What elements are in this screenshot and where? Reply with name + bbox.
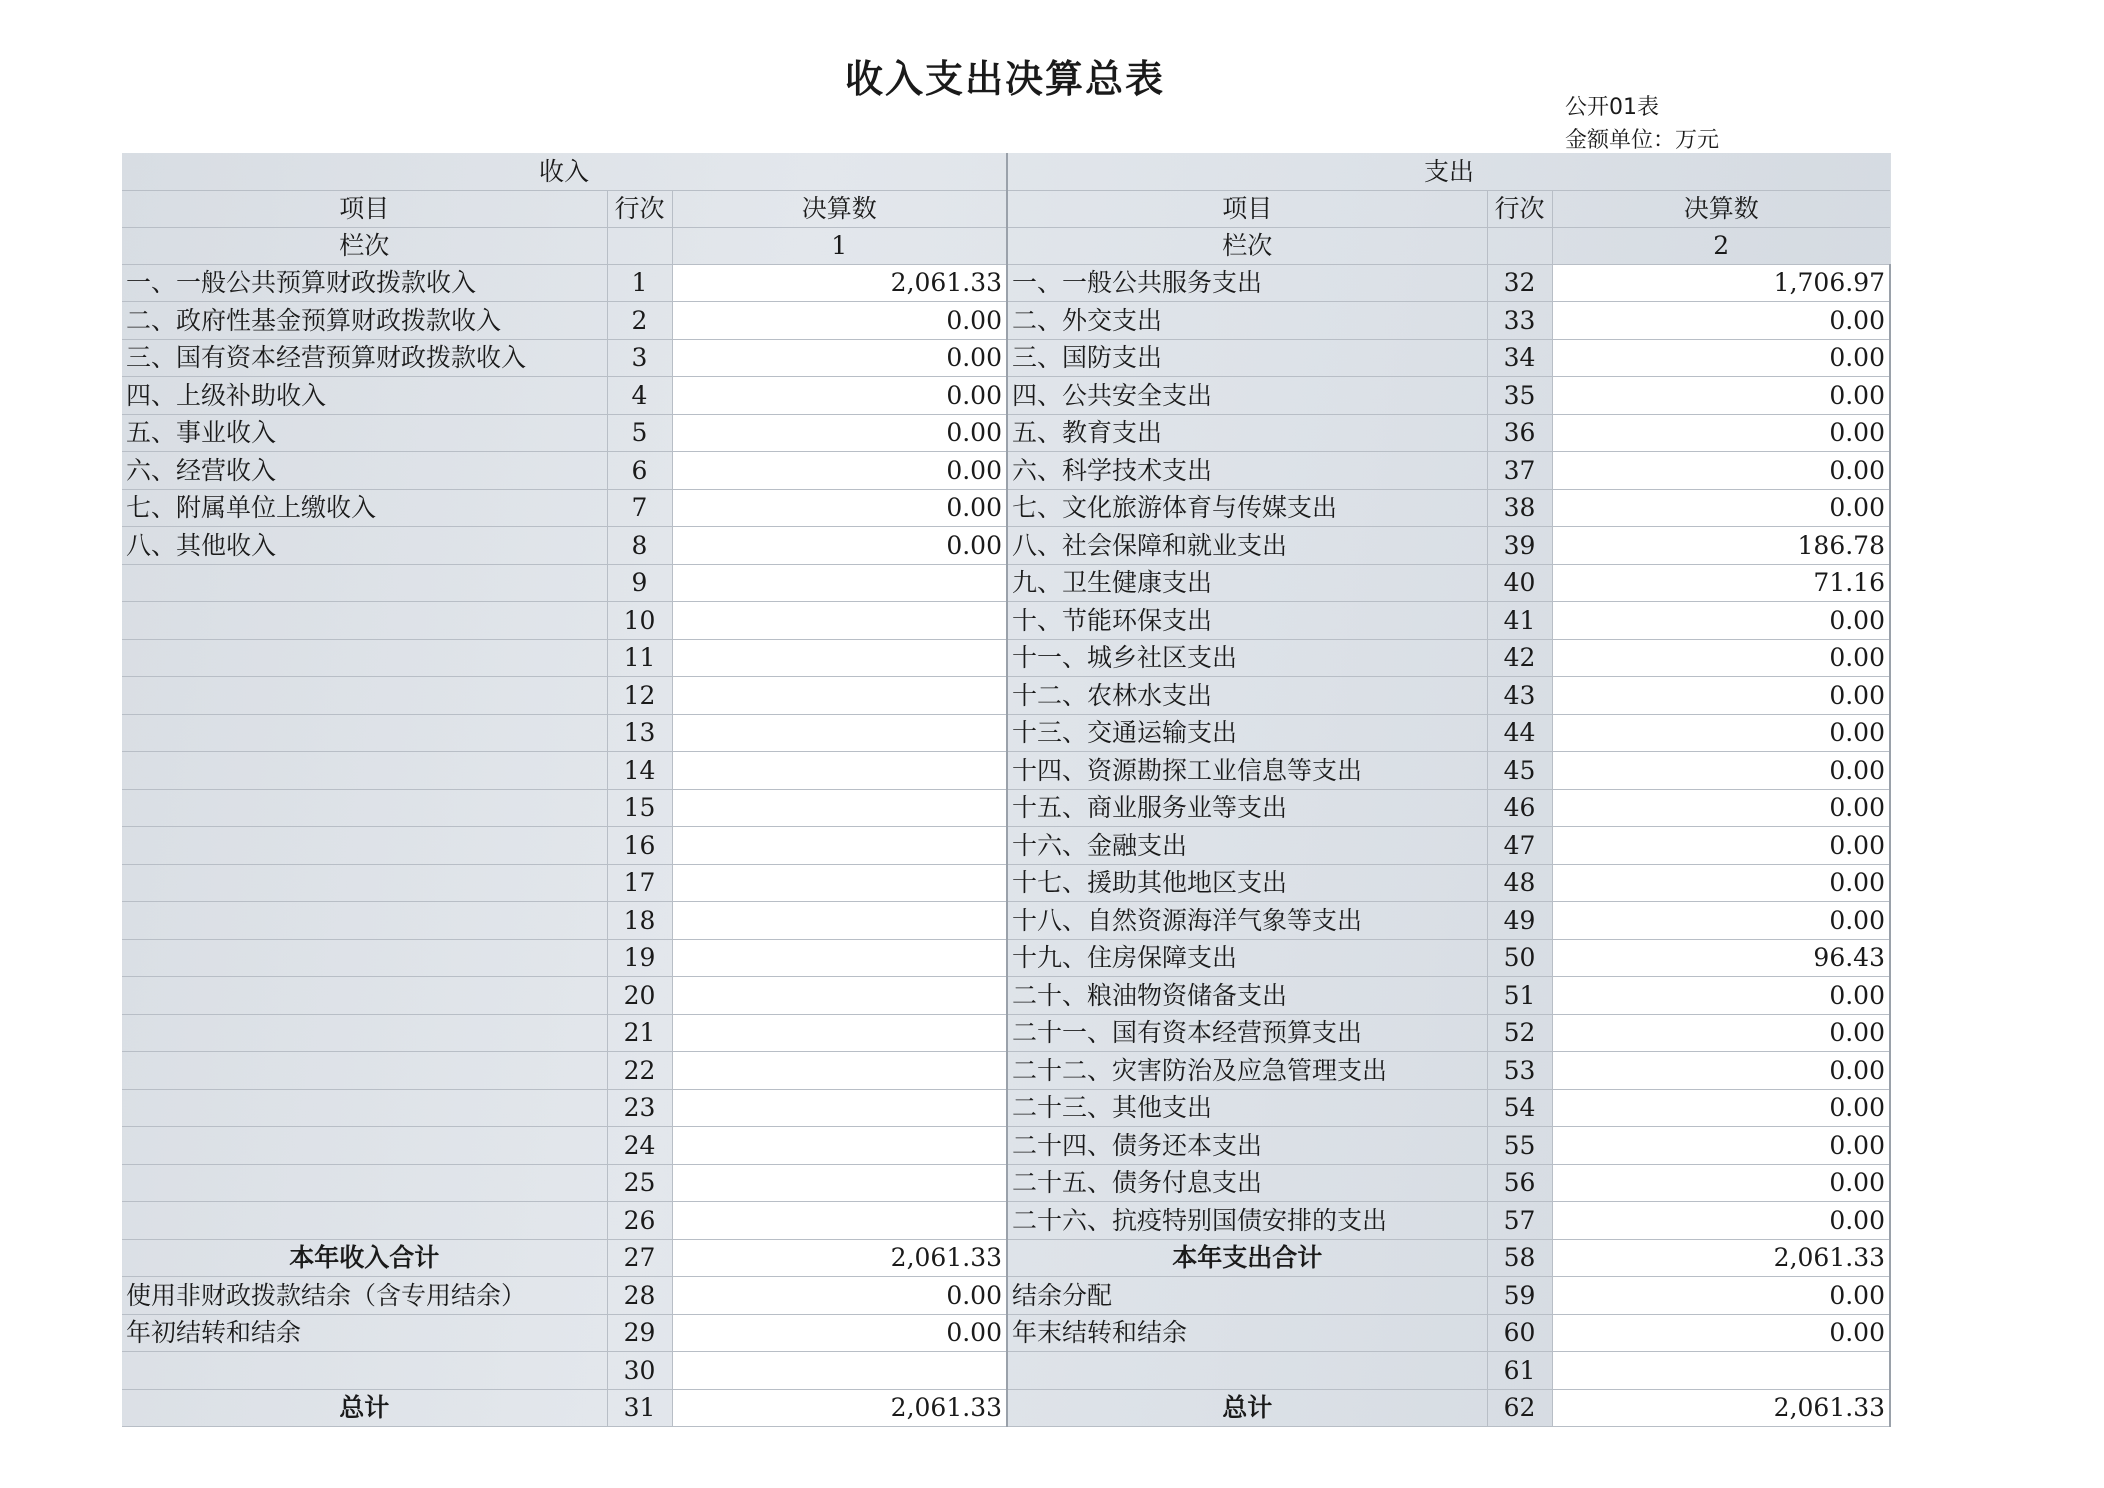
- expense-item-label: 二十四、债务还本支出: [1007, 1127, 1487, 1165]
- table-row: [122, 977, 1890, 1015]
- expense-line-number: 52: [1487, 1014, 1552, 1052]
- income-amount: 0.00: [672, 452, 1007, 490]
- expense-line-number: 54: [1487, 1089, 1552, 1127]
- income-amount: [672, 1164, 1007, 1202]
- expense-line-number: 62: [1487, 1389, 1552, 1427]
- income-amount: 0.00: [672, 414, 1007, 452]
- expense-amount: 0.00: [1552, 1014, 1890, 1052]
- income-line-number: 6: [607, 452, 672, 490]
- expense-item-label: 二十二、灾害防治及应急管理支出: [1007, 1052, 1487, 1090]
- income-amount: 2,061.33: [672, 264, 1007, 302]
- expense-amount: 2,061.33: [1552, 1389, 1890, 1427]
- income-item-label: 三、国有资本经营预算财政拨款收入: [122, 339, 607, 377]
- income-line-number: 8: [607, 527, 672, 565]
- income-line-number: 25: [607, 1164, 672, 1202]
- expense-item-label: 十八、自然资源海洋气象等支出: [1007, 902, 1487, 940]
- income-item-label: [122, 1202, 607, 1240]
- expense-item-label: 十、节能环保支出: [1007, 602, 1487, 640]
- income-item-label: [122, 827, 607, 865]
- income-amount: 2,061.33: [672, 1389, 1007, 1427]
- income-item-label: [122, 864, 607, 902]
- table-row: [122, 339, 1890, 377]
- income-amount: [672, 1127, 1007, 1165]
- table-row: [122, 789, 1890, 827]
- income-amount: [672, 1052, 1007, 1090]
- table-row: [122, 489, 1890, 527]
- expense-item-label: 本年支出合计: [1007, 1239, 1487, 1277]
- expense-amount: 0.00: [1552, 1127, 1890, 1165]
- income-item-label: 二、政府性基金预算财政拨款收入: [122, 302, 607, 340]
- expense-amount: 0.00: [1552, 977, 1890, 1015]
- table-row: [122, 1014, 1890, 1052]
- income-line-number: 27: [607, 1239, 672, 1277]
- income-amount: [672, 939, 1007, 977]
- expense-amount: 0.00: [1552, 602, 1890, 640]
- expense-line-number: 42: [1487, 639, 1552, 677]
- income-amount: 2,061.33: [672, 1239, 1007, 1277]
- expense-amount: 0.00: [1552, 1277, 1890, 1315]
- income-line-number: 4: [607, 377, 672, 415]
- income-line-number: 19: [607, 939, 672, 977]
- income-amount: [672, 1089, 1007, 1127]
- income-amount: [672, 1352, 1007, 1390]
- income-line-number: 1: [607, 264, 672, 302]
- income-amount: [672, 902, 1007, 940]
- expense-line-number: 53: [1487, 1052, 1552, 1090]
- income-amount: 0.00: [672, 377, 1007, 415]
- expense-line-blank: [1487, 227, 1552, 264]
- expense-amount: 0.00: [1552, 452, 1890, 490]
- expense-amount: 96.43: [1552, 939, 1890, 977]
- income-line-number: 29: [607, 1314, 672, 1352]
- table-row: [122, 264, 1890, 302]
- expense-item-label: 八、社会保障和就业支出: [1007, 527, 1487, 565]
- expense-item-label: 一、一般公共服务支出: [1007, 264, 1487, 302]
- income-item-label: [122, 902, 607, 940]
- expense-item-label: 四、公共安全支出: [1007, 377, 1487, 415]
- expense-amount: 0.00: [1552, 752, 1890, 790]
- expense-line-number: 44: [1487, 714, 1552, 752]
- expense-amount: 0.00: [1552, 414, 1890, 452]
- expense-item-label: 二十一、国有资本经营预算支出: [1007, 1014, 1487, 1052]
- income-amount: [672, 714, 1007, 752]
- income-line-number: 17: [607, 864, 672, 902]
- table-row: [122, 1352, 1890, 1390]
- income-item-label: [122, 714, 607, 752]
- income-item-label: [122, 602, 607, 640]
- expense-line-number: 40: [1487, 564, 1552, 602]
- expense-line-number: 49: [1487, 902, 1552, 940]
- income-amount: 0.00: [672, 1314, 1007, 1352]
- expense-item-label: 二十、粮油物资储备支出: [1007, 977, 1487, 1015]
- expense-line-number: 48: [1487, 864, 1552, 902]
- income-line-number: 9: [607, 564, 672, 602]
- expense-amount: 2,061.33: [1552, 1239, 1890, 1277]
- expense-line-number: 43: [1487, 677, 1552, 715]
- income-amount: [672, 677, 1007, 715]
- table-row: [122, 639, 1890, 677]
- expense-item-label: 九、卫生健康支出: [1007, 564, 1487, 602]
- income-amount: 0.00: [672, 339, 1007, 377]
- income-amount: [672, 977, 1007, 1015]
- expense-line-header: 行次: [1487, 190, 1552, 227]
- expense-line-number: 50: [1487, 939, 1552, 977]
- income-amount: [672, 752, 1007, 790]
- expense-item-label: 总计: [1007, 1389, 1487, 1427]
- expense-line-number: 33: [1487, 302, 1552, 340]
- expense-line-number: 35: [1487, 377, 1552, 415]
- income-amount: [672, 602, 1007, 640]
- income-item-label: 六、经营收入: [122, 452, 607, 490]
- expense-amount-header: 决算数: [1552, 190, 1890, 227]
- table-row: [122, 302, 1890, 340]
- expense-line-number: 45: [1487, 752, 1552, 790]
- income-item-label: 一、一般公共预算财政拨款收入: [122, 264, 607, 302]
- income-amount: 0.00: [672, 527, 1007, 565]
- income-item-label: 五、事业收入: [122, 414, 607, 452]
- income-item-label: [122, 1127, 607, 1165]
- table-row: [122, 1239, 1890, 1277]
- income-line-number: 12: [607, 677, 672, 715]
- income-item-label: [122, 1052, 607, 1090]
- income-amount: [672, 1014, 1007, 1052]
- table-row: [122, 564, 1890, 602]
- expense-line-number: 58: [1487, 1239, 1552, 1277]
- expense-amount: 0.00: [1552, 714, 1890, 752]
- table-row: [122, 752, 1890, 790]
- expense-amount: 0.00: [1552, 1164, 1890, 1202]
- income-line-number: 7: [607, 489, 672, 527]
- table-row: [122, 1202, 1890, 1240]
- table-row: [122, 902, 1890, 940]
- table-row: [122, 864, 1890, 902]
- table-row: [122, 1089, 1890, 1127]
- expense-line-number: 59: [1487, 1277, 1552, 1315]
- income-line-number: 20: [607, 977, 672, 1015]
- expense-item-label: 结余分配: [1007, 1277, 1487, 1315]
- expense-line-number: 41: [1487, 602, 1552, 640]
- income-item-label: [122, 677, 607, 715]
- income-item-label: [122, 564, 607, 602]
- expense-item-label: 六、科学技术支出: [1007, 452, 1487, 490]
- expense-item-label: 十九、住房保障支出: [1007, 939, 1487, 977]
- income-line-number: 3: [607, 339, 672, 377]
- expense-item-label: 二十五、债务付息支出: [1007, 1164, 1487, 1202]
- form-code: 公开01表: [1565, 95, 1659, 120]
- expense-amount: 0.00: [1552, 789, 1890, 827]
- column-header-row: [122, 190, 1890, 227]
- table-row: [122, 827, 1890, 865]
- expense-amount: 0.00: [1552, 1314, 1890, 1352]
- expense-amount: 0.00: [1552, 377, 1890, 415]
- income-line-number: 16: [607, 827, 672, 865]
- income-line-number: 31: [607, 1389, 672, 1427]
- expense-line-number: 56: [1487, 1164, 1552, 1202]
- table-row: [122, 1052, 1890, 1090]
- income-item-label: [122, 977, 607, 1015]
- expense-section-header: 支出: [1007, 153, 1890, 190]
- income-column-number: 1: [672, 227, 1007, 264]
- column-index-row: [122, 227, 1890, 264]
- income-line-number: 22: [607, 1052, 672, 1090]
- expense-line-number: 46: [1487, 789, 1552, 827]
- expense-amount: 0.00: [1552, 302, 1890, 340]
- income-amount-header: 决算数: [672, 190, 1007, 227]
- income-line-number: 13: [607, 714, 672, 752]
- expense-line-number: 61: [1487, 1352, 1552, 1390]
- table-row: [122, 1314, 1890, 1352]
- expense-item-label: 十二、农林水支出: [1007, 677, 1487, 715]
- income-amount: [672, 564, 1007, 602]
- expense-column-number: 2: [1552, 227, 1890, 264]
- income-item-label: 使用非财政拨款结余（含专用结余）: [122, 1277, 607, 1315]
- income-line-number: 15: [607, 789, 672, 827]
- income-line-number: 24: [607, 1127, 672, 1165]
- expense-line-number: 32: [1487, 264, 1552, 302]
- table-row: [122, 1164, 1890, 1202]
- income-line-number: 2: [607, 302, 672, 340]
- table-row: [122, 602, 1890, 640]
- expense-item-label: 十三、交通运输支出: [1007, 714, 1487, 752]
- expense-item-label: [1007, 1352, 1487, 1390]
- expense-line-number: 55: [1487, 1127, 1552, 1165]
- table-row: [122, 1389, 1890, 1427]
- income-line-number: 18: [607, 902, 672, 940]
- income-amount: 0.00: [672, 1277, 1007, 1315]
- expense-amount: 0.00: [1552, 639, 1890, 677]
- expense-item-label: 十五、商业服务业等支出: [1007, 789, 1487, 827]
- expense-item-label: 十四、资源勘探工业信息等支出: [1007, 752, 1487, 790]
- income-item-header: 项目: [122, 190, 607, 227]
- expense-line-number: 37: [1487, 452, 1552, 490]
- expense-amount: 0.00: [1552, 677, 1890, 715]
- expense-line-number: 36: [1487, 414, 1552, 452]
- expense-item-label: 十六、金融支出: [1007, 827, 1487, 865]
- expense-amount: 71.16: [1552, 564, 1890, 602]
- expense-column-label: 栏次: [1007, 227, 1487, 264]
- income-line-number: 21: [607, 1014, 672, 1052]
- expense-line-number: 60: [1487, 1314, 1552, 1352]
- income-item-label: [122, 1014, 607, 1052]
- expense-amount: 0.00: [1552, 902, 1890, 940]
- income-column-label: 栏次: [122, 227, 607, 264]
- section-header-row: [122, 153, 1890, 190]
- expense-item-label: 五、教育支出: [1007, 414, 1487, 452]
- income-section-header: 收入: [122, 153, 1007, 190]
- income-amount: 0.00: [672, 489, 1007, 527]
- expense-amount: 0.00: [1552, 864, 1890, 902]
- table-row: [122, 452, 1890, 490]
- expense-amount: 0.00: [1552, 827, 1890, 865]
- expense-line-number: 34: [1487, 339, 1552, 377]
- income-line-number: 14: [607, 752, 672, 790]
- income-line-number: 26: [607, 1202, 672, 1240]
- expense-amount: [1552, 1352, 1890, 1390]
- income-item-label: [122, 639, 607, 677]
- table-row: [122, 1127, 1890, 1165]
- income-item-label: 七、附属单位上缴收入: [122, 489, 607, 527]
- expense-amount: 0.00: [1552, 1089, 1890, 1127]
- income-item-label: 总计: [122, 1389, 607, 1427]
- expense-item-header: 项目: [1007, 190, 1487, 227]
- expense-line-number: 38: [1487, 489, 1552, 527]
- income-item-label: [122, 1164, 607, 1202]
- income-line-number: 10: [607, 602, 672, 640]
- page-title: 收入支出决算总表: [844, 57, 1165, 101]
- expense-item-label: 七、文化旅游体育与传媒支出: [1007, 489, 1487, 527]
- expense-item-label: 二、外交支出: [1007, 302, 1487, 340]
- income-amount: [672, 1202, 1007, 1240]
- expense-line-number: 51: [1487, 977, 1552, 1015]
- table-row: [122, 677, 1890, 715]
- income-item-label: 四、上级补助收入: [122, 377, 607, 415]
- expense-item-label: 二十六、抗疫特别国债安排的支出: [1007, 1202, 1487, 1240]
- expense-amount: 1,706.97: [1552, 264, 1890, 302]
- expense-line-number: 39: [1487, 527, 1552, 565]
- income-item-label: 年初结转和结余: [122, 1314, 607, 1352]
- table-row: [122, 377, 1890, 415]
- income-amount: 0.00: [672, 302, 1007, 340]
- income-line-number: 28: [607, 1277, 672, 1315]
- income-amount: [672, 789, 1007, 827]
- expense-line-number: 57: [1487, 1202, 1552, 1240]
- expense-item-label: 三、国防支出: [1007, 339, 1487, 377]
- income-item-label: [122, 1352, 607, 1390]
- amount-unit: 金额单位：万元: [1565, 128, 1720, 153]
- income-amount: [672, 864, 1007, 902]
- expense-line-number: 47: [1487, 827, 1552, 865]
- table-row: [122, 939, 1890, 977]
- income-line-number: 5: [607, 414, 672, 452]
- income-line-number: 11: [607, 639, 672, 677]
- income-line-number: 30: [607, 1352, 672, 1390]
- expense-item-label: 二十三、其他支出: [1007, 1089, 1487, 1127]
- income-line-number: 23: [607, 1089, 672, 1127]
- table-row: [122, 1277, 1890, 1315]
- expense-amount: 0.00: [1552, 339, 1890, 377]
- expense-amount: 0.00: [1552, 489, 1890, 527]
- income-item-label: [122, 752, 607, 790]
- expense-item-label: 十一、城乡社区支出: [1007, 639, 1487, 677]
- income-item-label: 八、其他收入: [122, 527, 607, 565]
- income-item-label: 本年收入合计: [122, 1239, 607, 1277]
- expense-item-label: 年末结转和结余: [1007, 1314, 1487, 1352]
- table-row: [122, 714, 1890, 752]
- income-line-header: 行次: [607, 190, 672, 227]
- income-item-label: [122, 939, 607, 977]
- table-row: [122, 414, 1890, 452]
- income-amount: [672, 827, 1007, 865]
- table-row: [122, 527, 1890, 565]
- expense-amount: 186.78: [1552, 527, 1890, 565]
- expense-amount: 0.00: [1552, 1202, 1890, 1240]
- expense-amount: 0.00: [1552, 1052, 1890, 1090]
- income-line-blank: [607, 227, 672, 264]
- income-expense-table: [122, 153, 1891, 1427]
- income-item-label: [122, 789, 607, 827]
- expense-item-label: 十七、援助其他地区支出: [1007, 864, 1487, 902]
- income-amount: [672, 639, 1007, 677]
- income-item-label: [122, 1089, 607, 1127]
